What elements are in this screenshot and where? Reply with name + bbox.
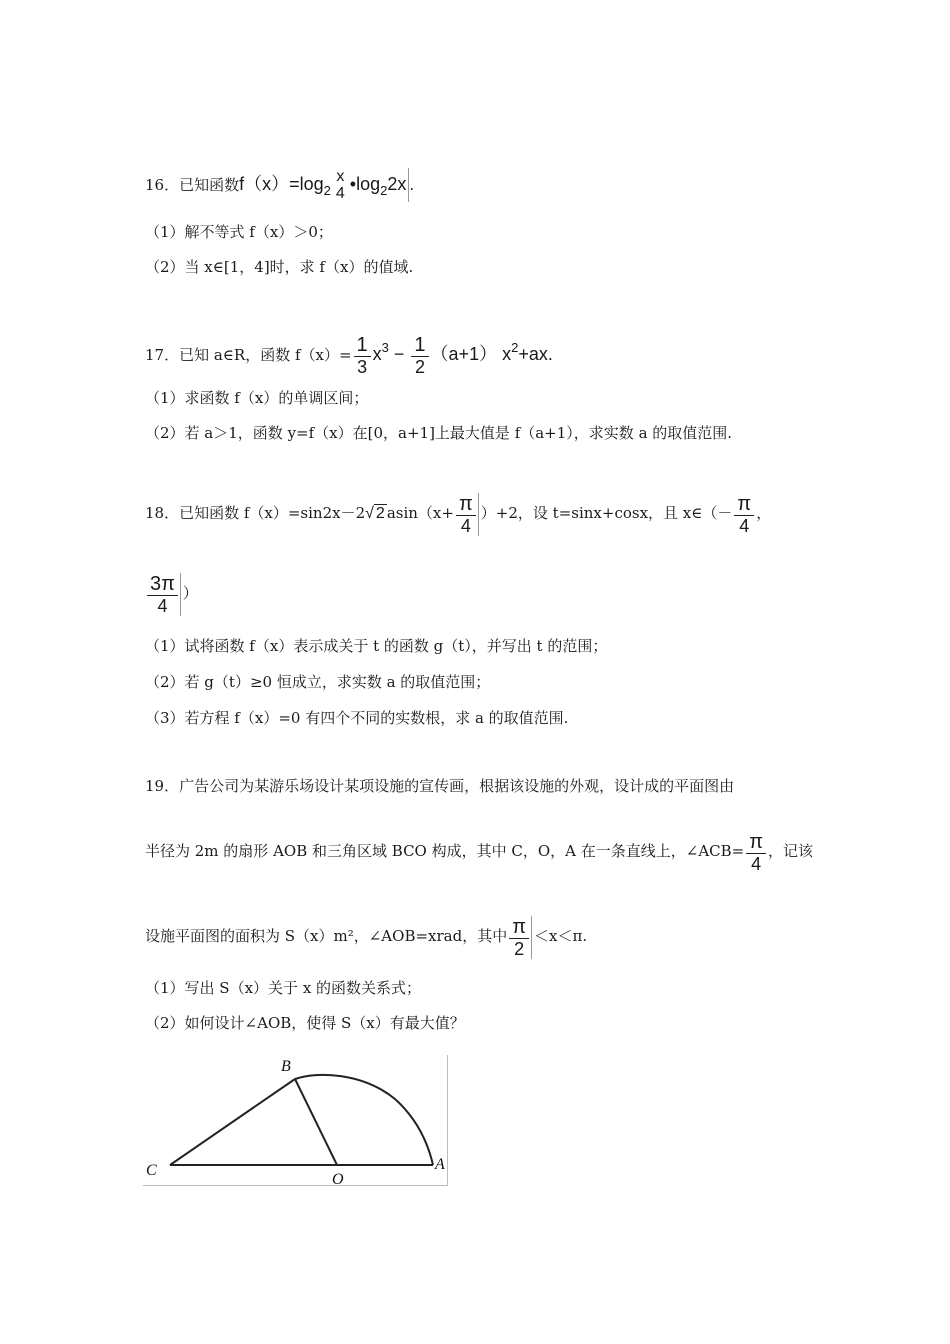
q17-x2-exp: 2: [511, 340, 519, 355]
q16-arg2: 2x: [387, 173, 407, 194]
q17-frac1-num: 1: [356, 333, 368, 356]
q19-line3-tail: ＜x＜π.: [534, 927, 588, 945]
line-CB: [170, 1079, 295, 1165]
q17-x3-exp: 3: [381, 340, 389, 355]
q18-stem-line2: [145, 570, 198, 616]
q18-sqrt: √ 2: [365, 505, 385, 522]
q19-line3: [145, 912, 587, 960]
q17-x3: x: [372, 344, 382, 364]
q17-mid: （a+1） x: [430, 344, 512, 364]
q18-3pi4-den: 4: [147, 595, 178, 616]
q18-frac-pi4: [456, 493, 479, 536]
q16-end: .: [409, 175, 415, 194]
q17-minus: −: [388, 344, 410, 364]
q16-frac-den: 4: [335, 185, 345, 202]
q17-part1: （1）求函数 f（x）的单调区间；: [145, 389, 369, 407]
q19-frac-pi2: [509, 916, 532, 959]
line-BO: [295, 1079, 337, 1165]
q17-frac2: [411, 334, 428, 377]
q18-line2-tail: ）: [182, 584, 198, 602]
q17-frac1-den: 3: [354, 356, 371, 377]
q19-line1: 19．广告公司为某游乐场设计某项设施的宣传画，根据该设施的外观，设计成的平面图由: [145, 777, 735, 795]
q18-part3: （3）若方程 f（x）=0 有四个不同的实数根，求 a 的取值范围.: [145, 709, 569, 727]
q16-frac-num: x: [336, 168, 345, 185]
q17-frac2-num: 1: [414, 333, 426, 356]
q18-neg-pi4-den: 4: [734, 515, 754, 536]
q19-line2: [145, 826, 813, 876]
label-O: O: [332, 1171, 344, 1185]
q16-g1-base: 2: [323, 182, 331, 198]
q18-head: 18．已知函数 f（x）=sin2x－2: [145, 504, 366, 522]
q16-part2: （2）当 x∈[1，4]时，求 f（x）的值域.: [145, 258, 414, 276]
q16-func-lhs: f（x）=lo: [239, 173, 314, 194]
q19-pi2-num: π: [512, 915, 527, 938]
q18-stem: [145, 488, 771, 538]
label-B: B: [281, 1058, 291, 1075]
q17-frac1: [354, 334, 371, 377]
q18-frac-neg-pi4: [734, 493, 754, 536]
q18-neg-pi4-num: π: [737, 492, 752, 515]
q16-g2-base: 2: [380, 182, 388, 198]
q18-comma: ，: [756, 504, 772, 522]
q16-stem: [145, 168, 414, 202]
q18-pi4-den: 4: [456, 515, 476, 536]
q16-fraction: [333, 168, 348, 202]
q18-asin: asin（x+: [386, 504, 454, 522]
q19-figure: [143, 1055, 448, 1186]
q19-pi4-num: π: [749, 830, 764, 853]
q19-frac-pi4: [746, 831, 766, 874]
q19-part2: （2）如何设计∠AOB，使得 S（x）有最大值？: [145, 1014, 465, 1032]
q19-line3-head: 设施平面图的面积为 S（x）m²，∠AOB=xrad，其中: [145, 927, 508, 945]
sector-triangle-diagram: [143, 1055, 447, 1185]
q16-part1: （1）解不等式 f（x）＞0；: [145, 223, 333, 241]
q16-g2: g: [370, 173, 381, 194]
q18-sqrt-arg: 2: [375, 505, 385, 522]
q17-head: 17．已知 a∈R，函数 f（x）=: [145, 346, 352, 364]
q18-rest: ）+2，设 t=sinx+cosx，且 x∈（－: [480, 504, 733, 522]
q16-dot: •lo: [349, 173, 371, 194]
q19-pi4-den: 4: [746, 853, 766, 874]
q18-part1: （1）试将函数 f（x）表示成关于 t 的函数 g（t），并写出 t 的范围；: [145, 637, 608, 655]
q16-g1: g: [313, 173, 324, 194]
q18-3pi4-num: 3π: [150, 572, 175, 595]
q17-frac2-den: 2: [411, 356, 428, 377]
q19-line2-head: 半径为 2m 的扇形 AOB 和三角区域 BCO 构成，其中 C，O，A 在一条直线上，∠ACB=: [145, 842, 745, 860]
label-A: A: [435, 1156, 445, 1173]
q19-part1: （1）写出 S（x）关于 x 的函数关系式；: [145, 979, 422, 997]
q17-part2: （2）若 a＞1，函数 y=f（x）在[0，a+1]上最大值是 f（a+1），求实数 a 的取值范围.: [145, 424, 733, 442]
label-C: C: [146, 1162, 157, 1179]
q16-formula: [239, 168, 409, 202]
q18-pi4-num: π: [458, 492, 473, 515]
q18-part2: （2）若 g（t）≥0 恒成立，求实数 a 的取值范围；: [145, 673, 491, 691]
q19-line2-tail: ，记该: [768, 842, 814, 860]
q19-pi2-den: 2: [509, 938, 529, 959]
q16-head: 16．已知函数: [145, 175, 240, 194]
q18-frac-3pi4: [147, 573, 181, 616]
q17-formula: [352, 333, 553, 377]
q17-stem: [145, 326, 553, 377]
q17-tail: +ax.: [518, 344, 553, 364]
